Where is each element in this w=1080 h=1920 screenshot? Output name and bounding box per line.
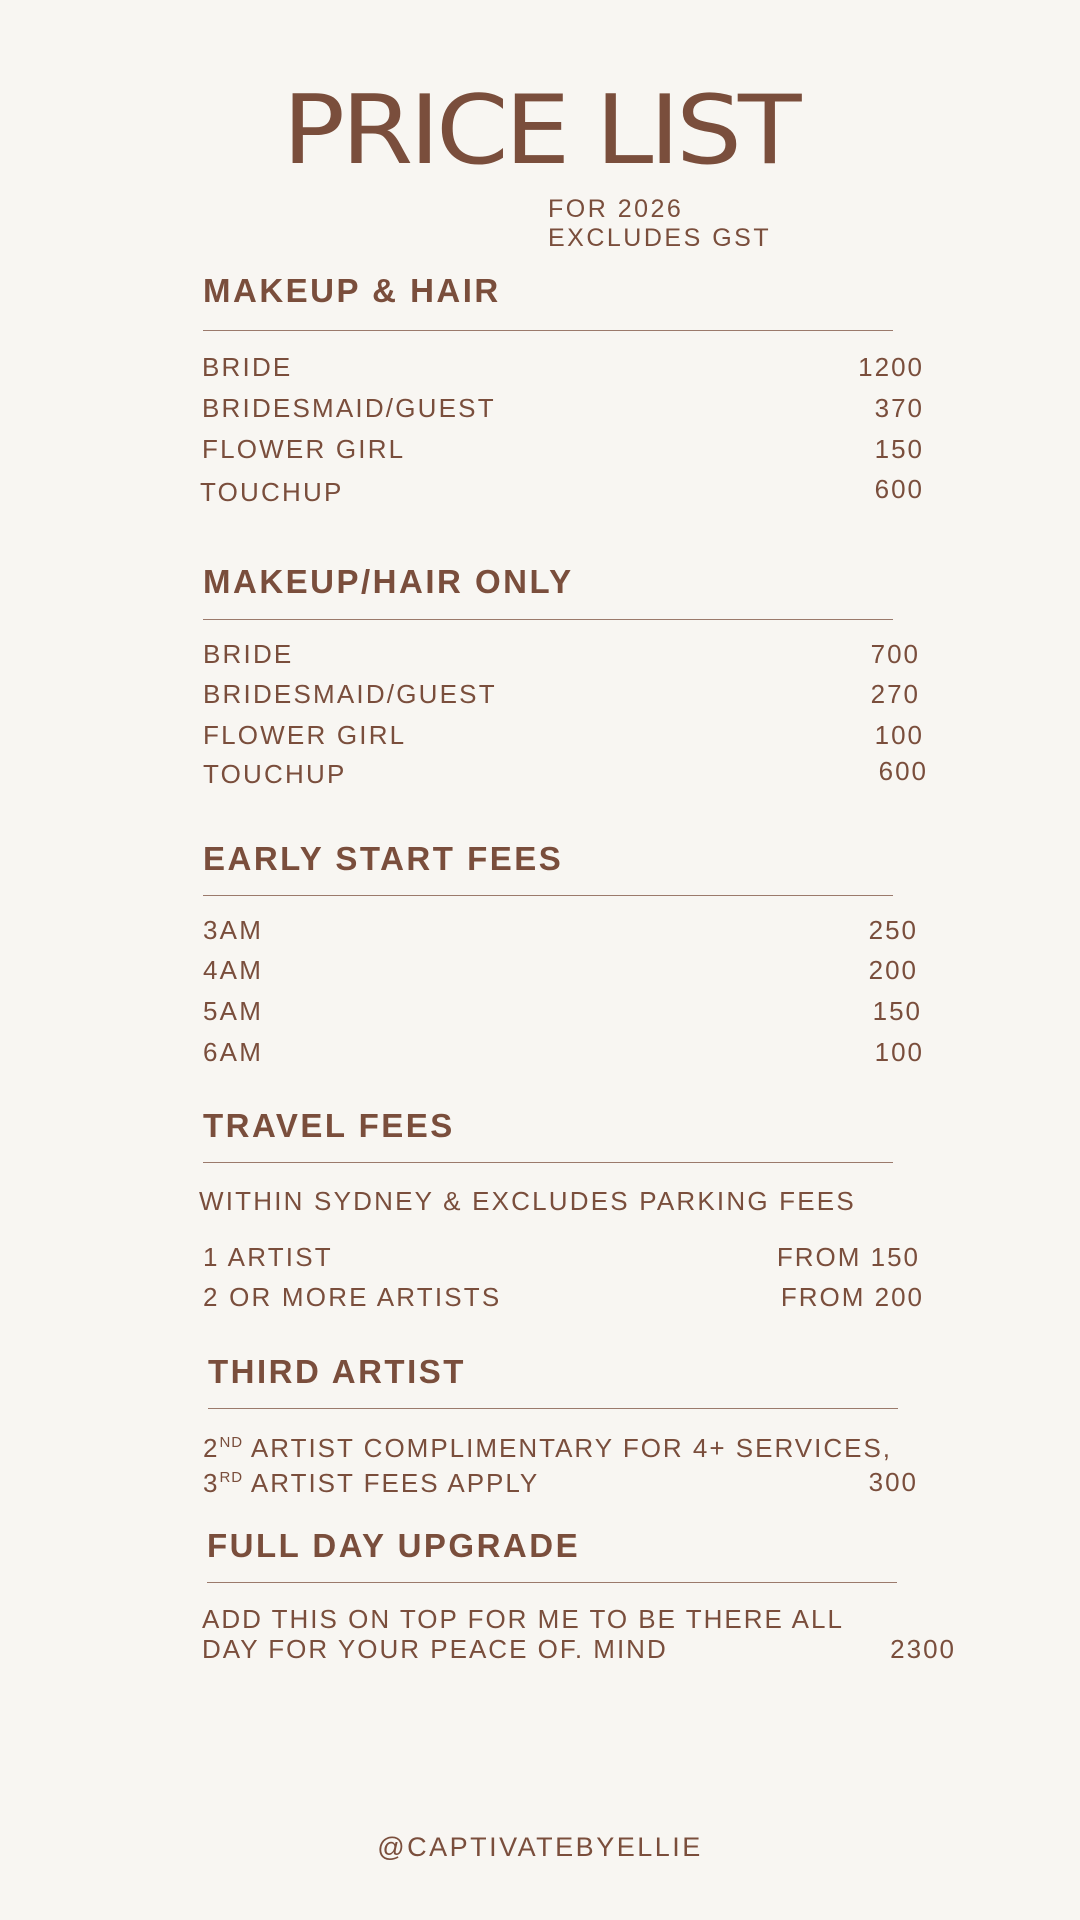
section-heading-early-start: EARLY START FEES [203,840,564,877]
year-label: FOR 2026 [548,195,684,223]
section-heading-makeup-hair-only: MAKEUP/HAIR ONLY [203,563,574,600]
price-item-label: TOUCHUP [200,477,344,507]
price-item-value: 600 [874,474,924,504]
section-divider [203,1162,893,1163]
section-divider [203,895,893,896]
full-day-description [202,1604,844,1664]
price-item-value: 700 [870,639,920,669]
section-heading-travel-fees: TRAVEL FEES [203,1107,455,1144]
price-item-value: 200 [868,955,918,985]
price-item-label: BRIDE [203,639,294,669]
full-day-line-2: DAY FOR YOUR PEACE OF. MIND [202,1634,668,1664]
social-handle: @CAPTIVATEBYELLIE [377,1832,703,1862]
third-artist-line-1: 2ND ARTIST COMPLIMENTARY FOR 4+ SERVICES, [203,1433,893,1463]
price-item-value: 300 [868,1467,918,1497]
price-item-value: 250 [868,915,918,945]
price-item-value: 100 [874,1037,924,1067]
price-item-value: FROM 200 [780,1282,924,1312]
section-heading-full-day-upgrade: FULL DAY UPGRADE [207,1527,581,1564]
price-item-value: 150 [872,996,922,1026]
price-item-label: TOUCHUP [203,759,347,789]
subtitle [548,195,771,253]
price-item-label: FLOWER GIRL [202,434,406,464]
section-heading-third-artist: THIRD ARTIST [208,1353,466,1390]
price-item-label: 5AM [203,996,264,1026]
page-title: PRICE LIST [282,73,798,187]
section-divider [208,1408,898,1409]
section-heading-makeup-hair: MAKEUP & HAIR [203,272,501,309]
full-day-line-1: ADD THIS ON TOP FOR ME TO BE THERE ALL [202,1604,844,1634]
travel-note: WITHIN SYDNEY & EXCLUDES PARKING FEES [199,1186,856,1216]
price-item-value: 600 [878,756,928,786]
section-divider [203,330,893,331]
third-artist-line-2: 3RD ARTIST FEES APPLY [203,1468,540,1498]
price-item-label: 1 ARTIST [203,1242,333,1272]
price-item-label: FLOWER GIRL [203,720,407,750]
price-item-label: 2 OR MORE ARTISTS [203,1282,502,1312]
section-divider [203,619,893,620]
price-item-value: 150 [874,434,924,464]
price-item-value: FROM 150 [776,1242,920,1272]
price-item-value: 1200 [858,352,924,382]
price-item-label: 6AM [203,1037,264,1067]
price-item-label: 3AM [203,915,264,945]
price-item-label: BRIDESMAID/GUEST [202,393,496,423]
price-item-value: 370 [874,393,924,423]
gst-label: EXCLUDES GST [548,224,772,252]
price-item-label: BRIDE [202,352,293,382]
price-item-value: 270 [870,679,920,709]
section-divider [207,1582,897,1583]
price-item-value: 2300 [890,1634,956,1664]
price-item-label: BRIDESMAID/GUEST [203,679,497,709]
price-item-label: 4AM [203,955,264,985]
price-item-value: 100 [874,720,924,750]
